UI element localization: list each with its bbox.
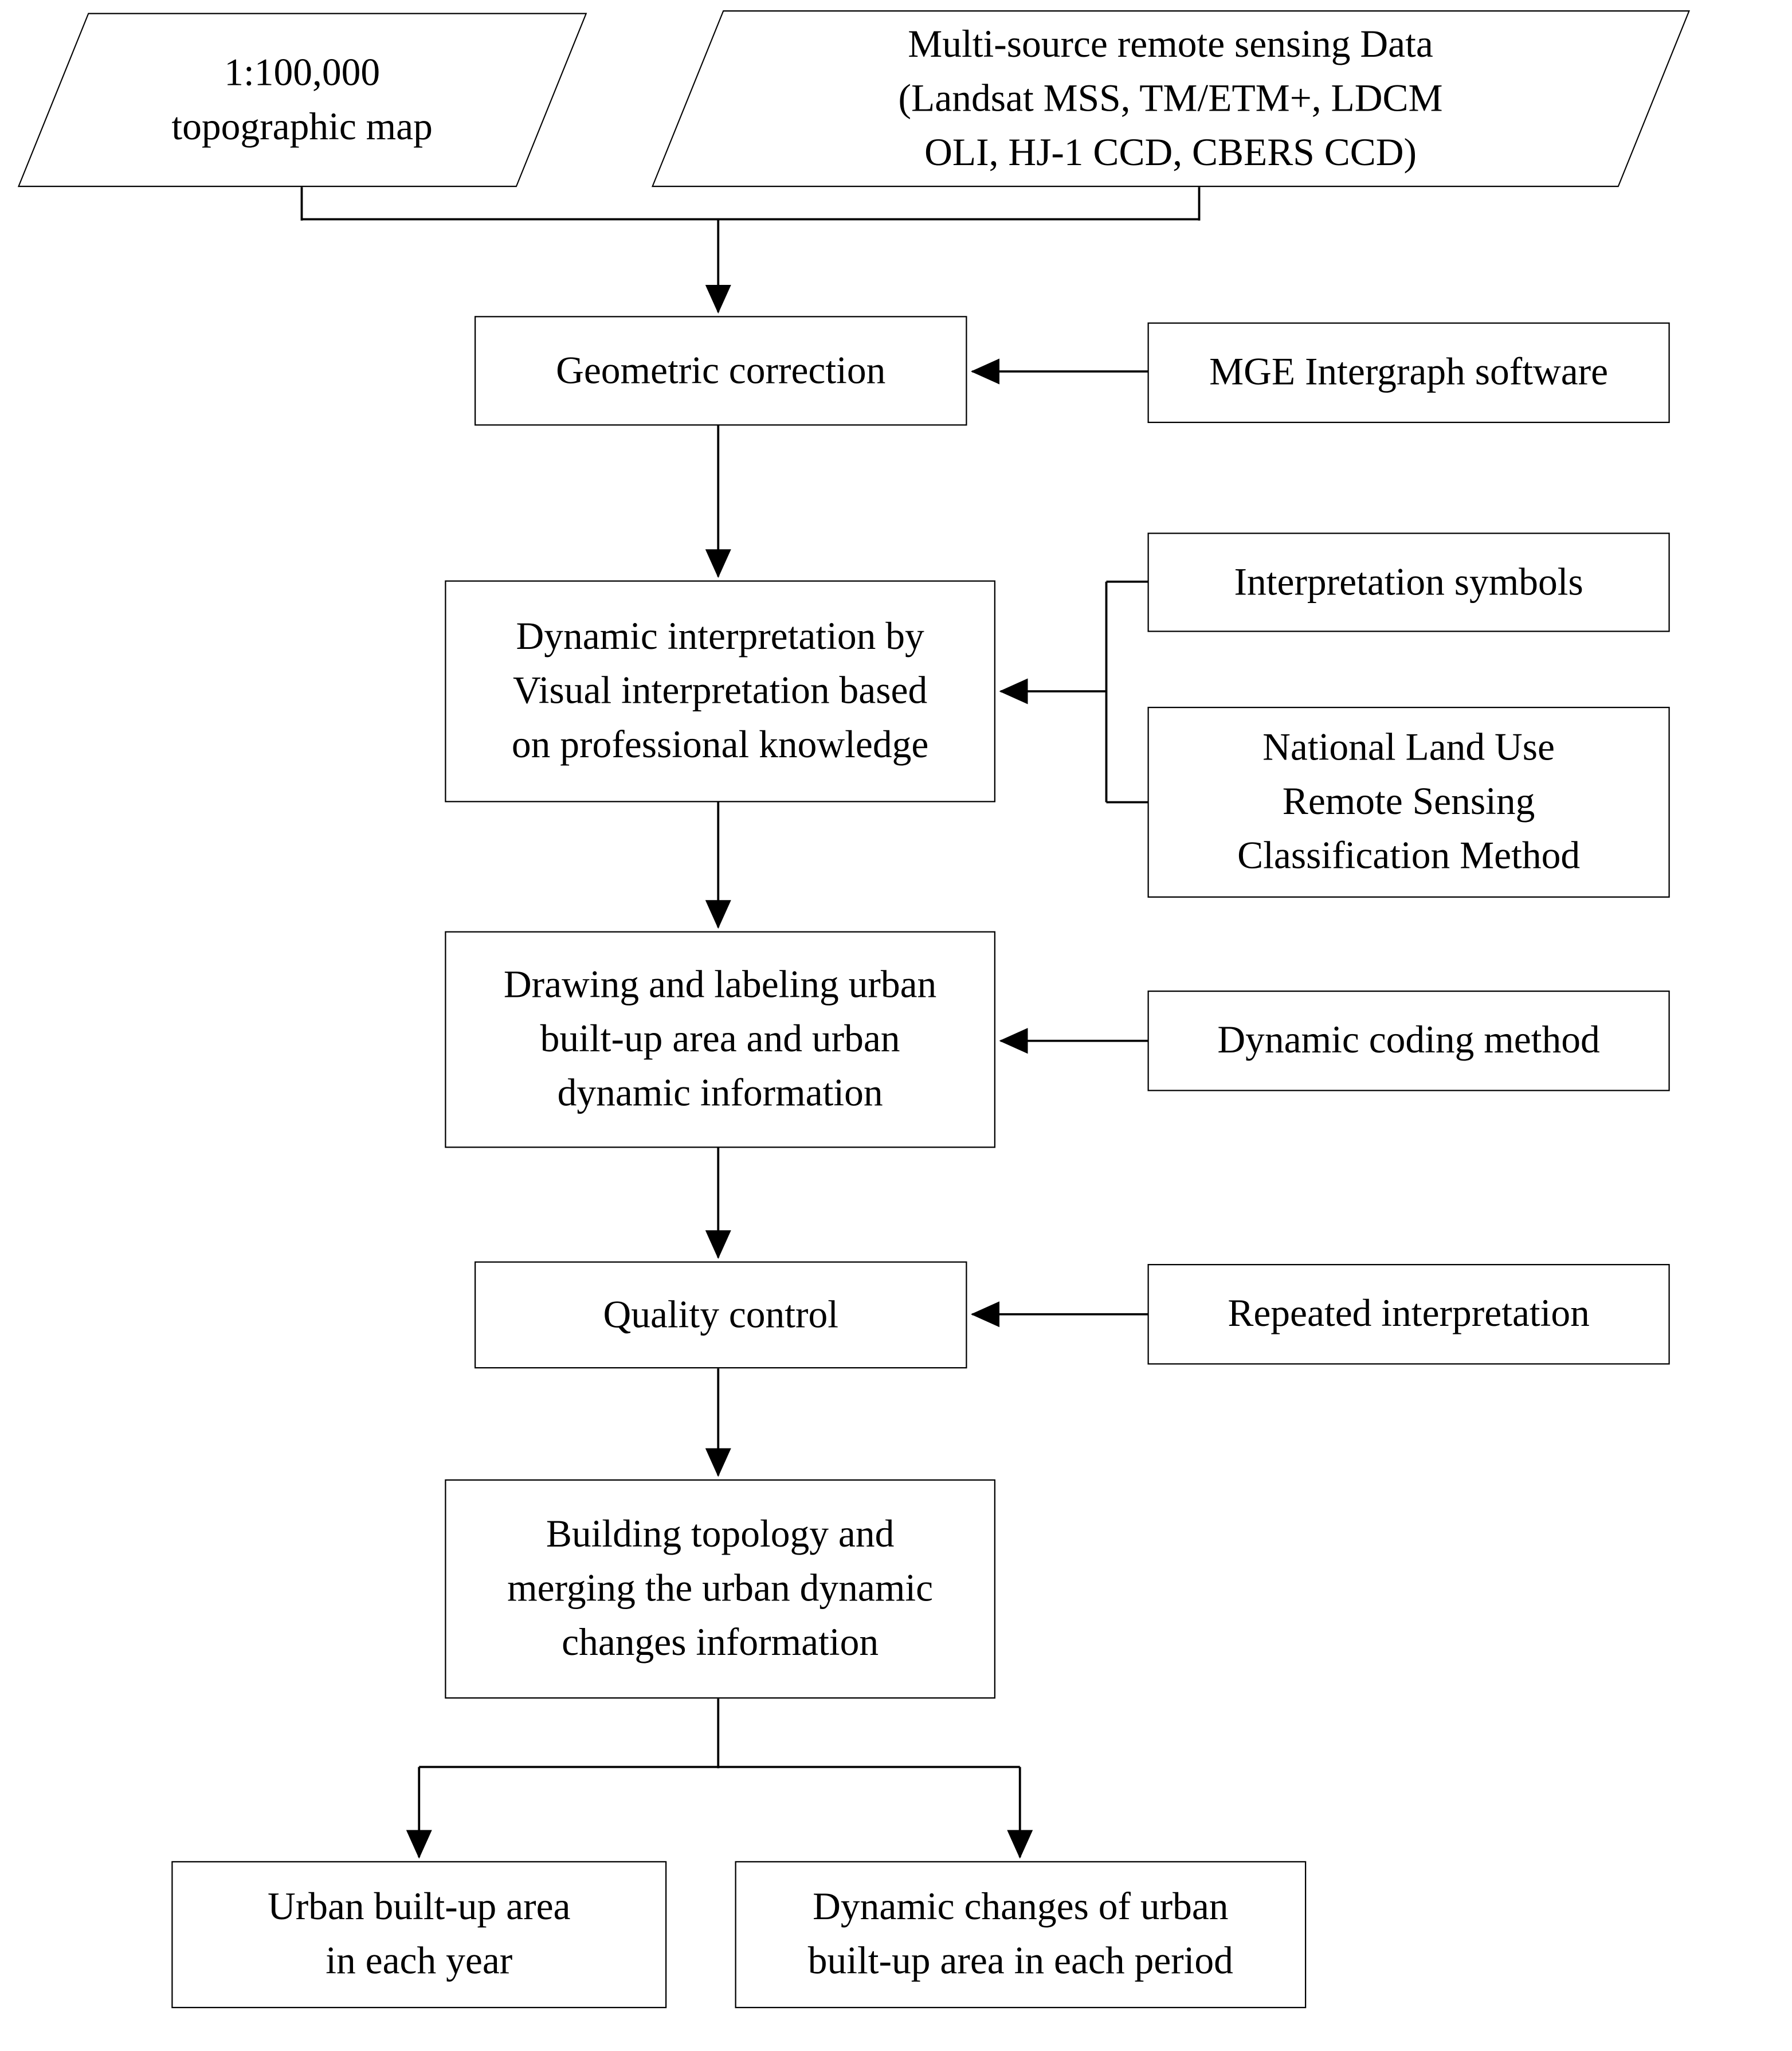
node-text-line: dynamic information	[557, 1071, 883, 1114]
node-text-line: Remote Sensing	[1282, 780, 1535, 823]
node-text-line: Multi-source remote sensing Data	[908, 22, 1434, 65]
node-text-line: National Land Use	[1262, 726, 1555, 769]
node-topographic-map	[18, 13, 587, 187]
node-text-line: in each year	[326, 1940, 513, 1983]
node-mge-software	[1148, 323, 1670, 424]
node-urban-builtup-year	[171, 1861, 666, 2009]
node-geometric-correction	[475, 316, 967, 425]
node-text-line: Dynamic changes of urban	[813, 1885, 1229, 1928]
node-text-line: Geometric correction	[556, 349, 886, 392]
node-text-line: Visual interpretation based	[513, 669, 928, 712]
node-text-line: Repeated interpretation	[1228, 1292, 1590, 1335]
node-drawing-labeling	[445, 931, 995, 1148]
node-text-line: OLI, HJ-1 CCD, CBERS CCD)	[924, 131, 1417, 174]
node-text-line: Quality control	[603, 1293, 839, 1336]
node-remote-sensing-data-text	[689, 17, 1653, 180]
node-remote-sensing-data	[652, 10, 1690, 187]
node-interpretation-symbols	[1148, 533, 1670, 632]
node-text-line: built-up area in each period	[807, 1940, 1233, 1983]
node-quality-control	[475, 1262, 967, 1369]
node-text-line: on professional knowledge	[511, 723, 929, 766]
node-text-line: Dynamic interpretation by	[516, 615, 924, 658]
node-text-line: built-up area and urban	[540, 1017, 900, 1060]
node-national-classification	[1148, 707, 1670, 898]
node-text-line: changes information	[562, 1621, 879, 1664]
node-text-line: Building topology and	[546, 1513, 895, 1556]
node-topographic-map-text	[54, 46, 551, 154]
node-text-line: merging the urban dynamic	[507, 1567, 934, 1610]
node-repeated-interpretation	[1148, 1264, 1670, 1365]
node-dynamic-coding	[1148, 991, 1670, 1091]
node-text-line: Drawing and labeling urban	[503, 963, 937, 1006]
node-text-line: topographic map	[171, 105, 433, 148]
node-text-line: Urban built-up area	[267, 1885, 571, 1928]
node-text-line: (Landsat MSS, TM/ETM+, LDCM	[899, 76, 1443, 120]
node-text-line: 1:100,000	[224, 50, 381, 94]
node-text-line: Classification Method	[1237, 834, 1581, 877]
node-dynamic-interpretation	[445, 581, 995, 803]
node-text-line: MGE Intergraph software	[1209, 351, 1609, 394]
node-dynamic-changes-period	[735, 1861, 1307, 2009]
node-building-topology	[445, 1479, 995, 1699]
node-text-line: Interpretation symbols	[1234, 560, 1583, 603]
node-text-line: Dynamic coding method	[1217, 1019, 1600, 1062]
